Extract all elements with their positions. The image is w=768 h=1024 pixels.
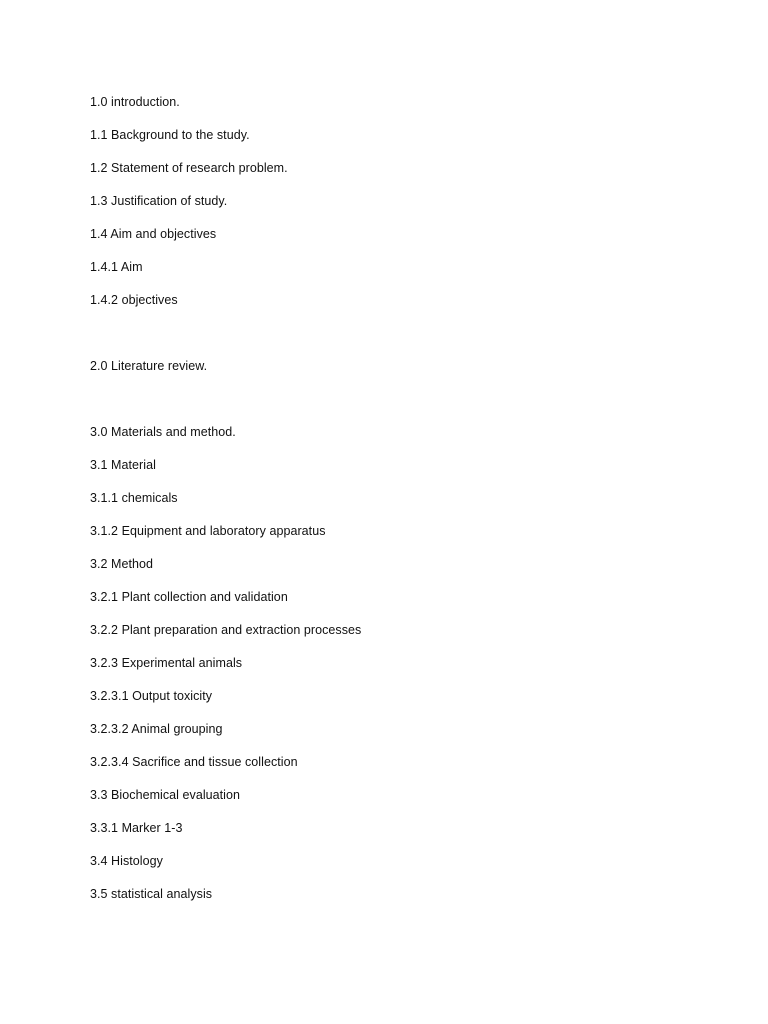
toc-line-1-4-1: 1.4.1 Aim — [90, 260, 143, 274]
toc-line-3-1-2: 3.1.2 Equipment and laboratory apparatus — [90, 524, 326, 538]
toc-line-2-0: 2.0 Literature review. — [90, 359, 208, 373]
toc-line-3-2-3-4: 3.2.3.4 Sacrifice and tissue collection — [90, 755, 298, 769]
toc-line-3-3-1: 3.3.1 Marker 1-3 — [90, 821, 183, 835]
table-of-contents — [90, 92, 710, 917]
toc-line-3-3: 3.3 Biochemical evaluation — [90, 788, 240, 802]
toc-line-3-1: 3.1 Material — [90, 458, 156, 472]
toc-line-3-2: 3.2 Method — [90, 557, 154, 571]
toc-line-3-4: 3.4 Histology — [90, 854, 163, 868]
toc-line-3-5: 3.5 statistical analysis — [90, 887, 213, 901]
toc-line-3-2-3-2: 3.2.3.2 Animal grouping — [90, 722, 223, 736]
toc-line-1-0: 1.0 introduction. — [90, 95, 180, 109]
toc-line-3-2-2: 3.2.2 Plant preparation and extraction processes — [90, 623, 362, 637]
toc-line-3-2-1: 3.2.1 Plant collection and validation — [90, 590, 288, 604]
toc-line-1-2: 1.2 Statement of research problem. — [90, 161, 288, 175]
toc-line-3-1-1: 3.1.1 chemicals — [90, 491, 178, 505]
toc-line-3-0: 3.0 Materials and method. — [90, 425, 236, 439]
toc-line-1-4-2: 1.4.2 objectives — [90, 293, 178, 307]
toc-line-1-4: 1.4 Aim and objectives — [90, 227, 217, 241]
toc-line-3-2-3: 3.2.3 Experimental animals — [90, 656, 243, 670]
toc-line-3-2-3-1: 3.2.3.1 Output toxicity — [90, 689, 213, 703]
blank-line — [90, 389, 710, 422]
toc-line-1-3: 1.3 Justification of study. — [90, 194, 228, 208]
toc-line-1-1: 1.1 Background to the study. — [90, 128, 250, 142]
blank-line — [90, 323, 710, 356]
